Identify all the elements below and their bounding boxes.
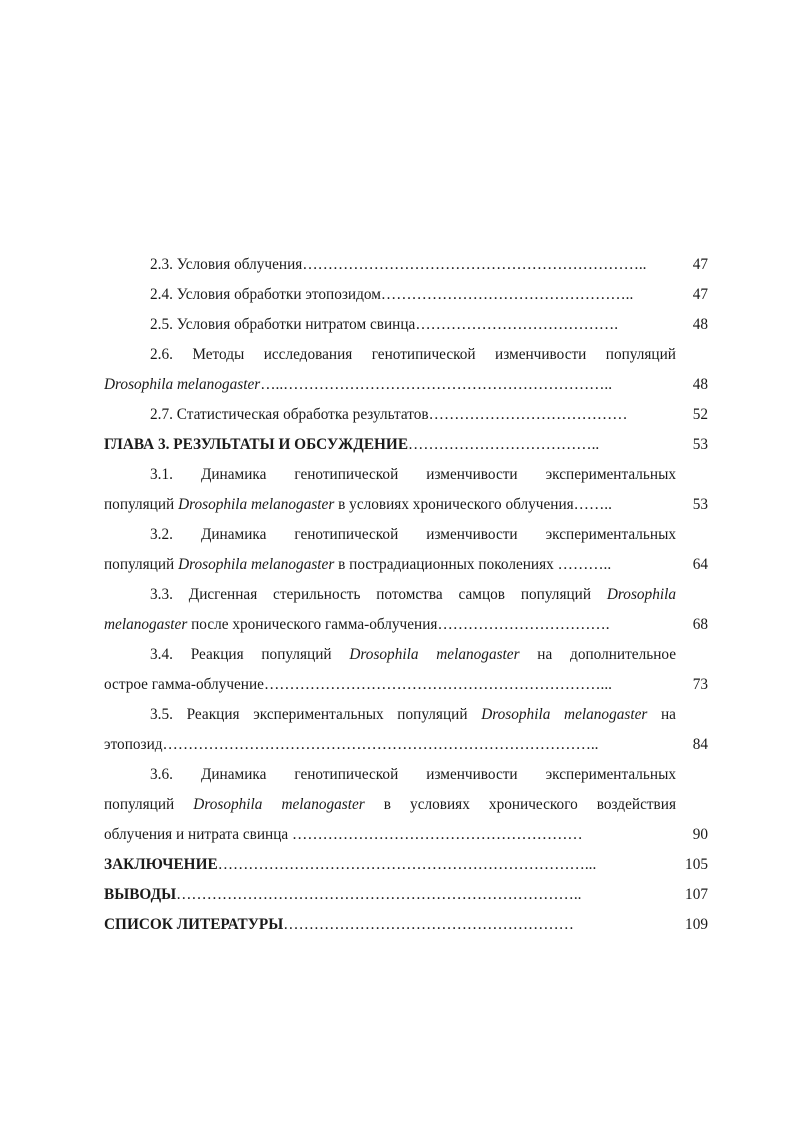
toc-page-number: 68 xyxy=(692,616,708,633)
toc-entry-text: ВЫВОДЫ xyxy=(104,886,177,903)
toc-entry-title xyxy=(104,346,676,364)
toc-entry-text: 3.4. Реакция популяций xyxy=(150,646,350,663)
toc-page-number: 52 xyxy=(692,406,708,423)
toc-leader-dots: ………………………………………………… xyxy=(283,916,574,933)
toc-entry xyxy=(104,406,708,436)
toc-entry-line xyxy=(104,676,708,706)
toc-entry-text: 3.3. Дисгенная стерильность потомства самцов популяций xyxy=(150,586,607,603)
species-name: Drosophila melanogaster xyxy=(193,796,365,813)
toc-entry-text: популяций xyxy=(104,796,194,813)
toc-entry-title xyxy=(104,586,676,604)
species-name: Drosophila melanogaster xyxy=(104,376,261,393)
toc-page-number: 105 xyxy=(685,856,708,873)
toc-entry-text: облучения и нитрата свинца xyxy=(104,826,293,843)
species-name: Drosophila melanogaster xyxy=(178,556,335,573)
toc-entry-line xyxy=(104,826,708,856)
toc-entry-title xyxy=(104,616,676,634)
toc-entry-text: 2.4. Условия обработки этопозидом xyxy=(150,286,381,303)
toc-entry xyxy=(104,856,708,886)
toc-entry-title xyxy=(104,676,676,694)
toc-entry-text: этопозид xyxy=(104,736,163,753)
toc-leader-dots: ………………………………………………… xyxy=(292,826,583,843)
toc-page-number: 47 xyxy=(692,286,708,303)
toc-entry-line xyxy=(104,496,708,526)
toc-leader-dots: ……….. xyxy=(557,556,612,573)
toc-entry-text: 2.6. Методы исследования генотипической изменчивости популяций xyxy=(150,346,676,363)
species-name: melanogaster xyxy=(104,616,188,633)
toc-entry-title xyxy=(104,706,676,724)
toc-entry-text: в пострадиационных поколениях xyxy=(334,556,558,573)
toc-leader-dots: …………………………………………………………………….. xyxy=(176,886,582,903)
toc-entry-line xyxy=(104,766,708,796)
table-of-contents xyxy=(104,256,708,946)
toc-leader-dots: …………………………………………………………... xyxy=(263,676,612,693)
toc-entry-text: ЗАКЛЮЧЕНИЕ xyxy=(104,856,218,873)
toc-entry-line xyxy=(104,736,708,766)
toc-entry-text: 3.1. Динамика генотипической изменчивости экспериментальных xyxy=(150,466,676,483)
species-name: Drosophila melanogaster xyxy=(178,496,335,513)
toc-page-number: 48 xyxy=(692,376,708,393)
toc-entry-text: 3.2. Динамика генотипической изменчивости экспериментальных xyxy=(150,526,676,543)
toc-page-number: 53 xyxy=(692,496,708,513)
toc-leader-dots: …..……………………………………………………….. xyxy=(260,376,613,393)
toc-entry-title xyxy=(104,736,676,754)
toc-leader-dots: ……………………………….. xyxy=(408,436,600,453)
toc-entry-title xyxy=(104,526,676,544)
toc-leader-dots: ………………………………………….. xyxy=(380,286,634,303)
toc-entry-title xyxy=(104,856,676,874)
toc-entry-line xyxy=(104,376,708,406)
toc-entry-text: СПИСОК ЛИТЕРАТУРЫ xyxy=(104,916,284,933)
toc-entry-title xyxy=(104,466,676,484)
toc-entry-line xyxy=(104,586,708,616)
toc-page-number: 84 xyxy=(692,736,708,753)
toc-entry xyxy=(104,256,708,286)
toc-leader-dots: …….. xyxy=(573,496,612,513)
toc-entry-line xyxy=(104,346,708,376)
toc-entry-text: 2.3. Условия облучения xyxy=(150,256,303,273)
toc-entry-text: 2.5. Условия обработки нитратом свинца xyxy=(150,316,416,333)
toc-entry-text: в условиях хронического воздействия xyxy=(364,796,676,813)
toc-entry-text: острое гамма-облучение xyxy=(104,676,264,693)
toc-entry-title xyxy=(104,556,676,574)
toc-entry-title xyxy=(104,286,676,304)
toc-page-number: 73 xyxy=(692,676,708,693)
toc-leader-dots: ………………………………… xyxy=(428,406,628,423)
toc-entry-text: 2.7. Статистическая обработка результатов xyxy=(150,406,429,423)
toc-entry xyxy=(104,916,708,946)
toc-entry-title xyxy=(104,646,676,664)
toc-entry-text: 3.6. Динамика генотипической изменчивости экспериментальных xyxy=(150,766,676,783)
toc-leader-dots: ………………………………………………………….. xyxy=(302,256,647,273)
toc-page-number: 47 xyxy=(692,256,708,273)
toc-entry-line xyxy=(104,616,708,646)
toc-leader-dots: ……………………………. xyxy=(437,616,610,633)
toc-page-number: 90 xyxy=(692,826,708,843)
toc-entry-title xyxy=(104,796,676,814)
toc-entry-title xyxy=(104,766,676,784)
toc-entry-text: популяций xyxy=(104,496,179,513)
species-name: Drosophila melanogaster xyxy=(481,706,648,723)
toc-entry-line xyxy=(104,526,708,556)
toc-entry-line xyxy=(104,646,708,676)
toc-entry-text: ГЛАВА 3. РЕЗУЛЬТАТЫ И ОБСУЖДЕНИЕ xyxy=(104,436,409,453)
toc-entry-title xyxy=(104,316,676,334)
toc-entry-text: на xyxy=(647,706,676,723)
toc-entry-line xyxy=(104,706,708,736)
toc-entry-title xyxy=(104,916,676,934)
toc-entry xyxy=(104,886,708,916)
toc-entry-line xyxy=(104,796,708,826)
toc-entry-title xyxy=(104,376,676,394)
toc-entry-text: после хронического гамма-облучения xyxy=(187,616,438,633)
toc-entry-text: на дополнительное xyxy=(519,646,676,663)
toc-entry-title xyxy=(104,436,676,454)
toc-page-number: 109 xyxy=(685,916,708,933)
toc-leader-dots: …………………………………. xyxy=(415,316,619,333)
toc-leader-dots: ………………………………………………………………………….. xyxy=(162,736,599,753)
toc-entry-line xyxy=(104,556,708,586)
toc-entry xyxy=(104,316,708,346)
toc-page-number: 107 xyxy=(685,886,708,903)
species-name: Drosophila melanogaster xyxy=(349,646,520,663)
toc-page-number: 53 xyxy=(692,436,708,453)
toc-entry-title xyxy=(104,826,676,844)
toc-entry-title xyxy=(104,256,676,274)
toc-entry-title xyxy=(104,886,676,904)
toc-entry-title xyxy=(104,406,676,424)
toc-entry-text: 3.5. Реакция экспериментальных популяций xyxy=(150,706,482,723)
toc-entry-text: в условиях хронического облучения xyxy=(334,496,574,513)
toc-entry-line xyxy=(104,466,708,496)
toc-leader-dots: ………………………………………………………………... xyxy=(217,856,597,873)
species-name: Drosophila xyxy=(606,586,676,603)
toc-entry xyxy=(104,436,708,466)
toc-entry-title xyxy=(104,496,676,514)
toc-page-number: 64 xyxy=(692,556,708,573)
toc-page-number: 48 xyxy=(692,316,708,333)
toc-entry xyxy=(104,286,708,316)
toc-entry-text: популяций xyxy=(104,556,179,573)
